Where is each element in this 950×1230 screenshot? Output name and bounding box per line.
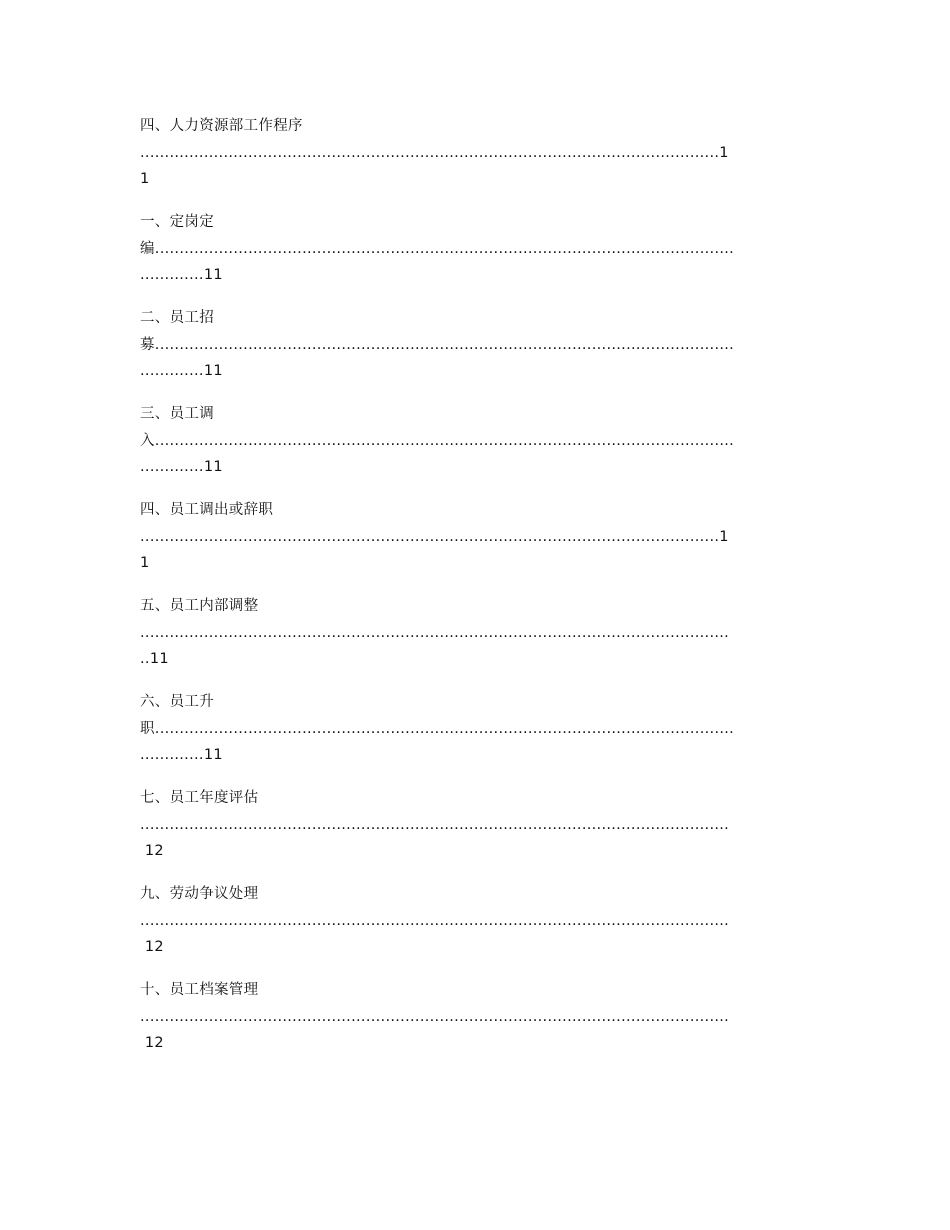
toc-entry-page: 1 <box>140 555 150 571</box>
toc-entry-leader: 入...................................................................................................................... <box>140 433 735 449</box>
toc-entry <box>140 787 815 883</box>
toc-entry <box>140 307 815 403</box>
toc-entry-page: .............11 <box>140 363 223 379</box>
toc-entry-title: 七、员工年度评估 <box>140 790 259 806</box>
toc-entry-leader: 募...................................................................................................................... <box>140 337 735 353</box>
toc-entry-leader: 职...................................................................................................................... <box>140 721 735 737</box>
toc-entry <box>140 595 815 691</box>
toc-entry-title: 九、劳动争议处理 <box>140 886 259 902</box>
toc-entry-page: 12 <box>140 843 164 859</box>
toc-entry-leader: ......................................................................................................................1 <box>140 529 729 545</box>
toc-entry-page: 12 <box>140 939 164 955</box>
toc-entry-title: 三、员工调 <box>140 406 214 422</box>
toc-entry-title: 十、员工档案管理 <box>140 982 259 998</box>
toc-entry-leader: ......................................................................................................................1 <box>140 145 729 161</box>
toc-entry <box>140 691 815 787</box>
toc-entry <box>140 211 815 307</box>
toc-entry-leader: ........................................................................................................................ <box>140 1009 730 1025</box>
toc-entry-leader: 编...................................................................................................................... <box>140 241 735 257</box>
toc-entry-page: 12 <box>140 1035 164 1051</box>
toc-entry <box>140 979 815 1075</box>
toc-entry <box>140 115 815 211</box>
toc-entry-page: ..11 <box>140 651 169 667</box>
toc-entry-title: 六、员工升 <box>140 694 214 710</box>
toc-entry <box>140 403 815 499</box>
toc-entry-title: 四、人力资源部工作程序 <box>140 118 303 134</box>
toc-entry-page: 1 <box>140 171 150 187</box>
toc-entry-page: .............11 <box>140 267 223 283</box>
toc-entry-title: 四、员工调出或辞职 <box>140 502 274 518</box>
toc-entry-title: 五、员工内部调整 <box>140 598 259 614</box>
toc-entry-leader: ........................................................................................................................ <box>140 817 730 833</box>
toc-entry <box>140 499 815 595</box>
table-of-contents <box>140 115 815 1075</box>
toc-entry-page: .............11 <box>140 459 223 475</box>
toc-entry <box>140 883 815 979</box>
toc-entry-leader: ........................................................................................................................ <box>140 625 730 641</box>
toc-entry-title: 一、定岗定 <box>140 214 214 230</box>
toc-entry-page: .............11 <box>140 747 223 763</box>
toc-entry-title: 二、员工招 <box>140 310 214 326</box>
toc-entry-leader: ........................................................................................................................ <box>140 913 730 929</box>
